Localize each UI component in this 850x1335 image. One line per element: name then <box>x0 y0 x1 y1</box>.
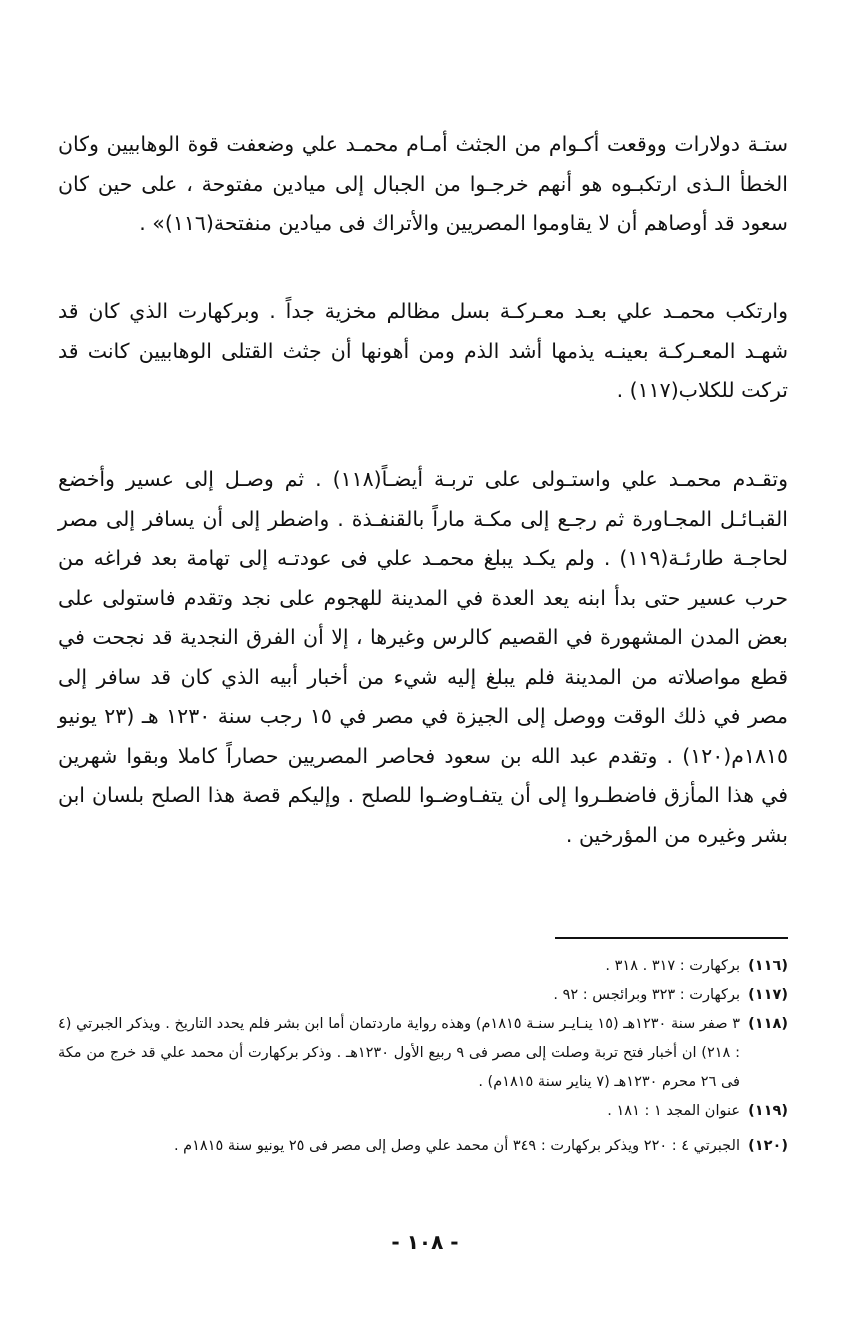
footnote-number: (١١٧) <box>748 987 788 1003</box>
footnote-item <box>58 1132 788 1161</box>
footnote-text: ٣ صفر سنة ١٢٣٠هـ (١٥ ينـايـر سنـة ١٨١٥م) وهذه رواية ماردتمان أما ابن بشر فلم يحدد التاريخ . ويذكر الجبرتي (٤ : ٢١٨) ان أخبار فتح تربة وصلت إلى مصر فى ٩ ربيع الأول ١٢٣٠هـ . وذكر بركهارت أن محمد علي قد خرج من مكة فى ٢٦ محرم ١٢٣٠هـ (٧ يناير سنة ١٨١٥م) . <box>58 1016 740 1090</box>
footnote-text: الجبرتي ٤ : ٢٢٠ ويذكر بركهارت : ٣٤٩ أن محمد علي وصل إلى مصر فى ٢٥ يونيو سنة ١٨١٥م . <box>173 1138 740 1154</box>
footnote-item <box>58 952 788 981</box>
footnote-item <box>58 1097 788 1126</box>
page-number: - ١٠٨ - <box>391 1230 459 1254</box>
body-paragraph: وارتكب محمـد علي بعـد معـركـة بسل مظالم مخزية جداً . وبركهارت الذي كان قد شهـد المعـركـة بعينـه يذمها أشد الذم ومن أهونها أن جثث القتلى الوهابيين كانت قد تركت للكلاب(١١٧) . <box>58 299 788 402</box>
footnote-number: (١١٦) <box>748 958 788 974</box>
footnote-text: بركهارت : ٣١٧ . ٣١٨ . <box>605 958 740 974</box>
footnote-item <box>58 1010 788 1097</box>
footnote-number: (١١٩) <box>748 1103 788 1119</box>
footnote-text: عنوان المجد ١ : ١٨١ . <box>607 1103 740 1119</box>
footnote-item <box>58 981 788 1010</box>
body-paragraph: وتقـدم محمـد علي واستـولى على تربـة أيضـاً(١١٨) . ثم وصـل إلى عسير وأخضع القبـائـل المجـاورة ثم رجـع إلى مكـة ماراً بالقنفـذة . واضطر إلى أن يسافر إلى مصر لحاجـة طارئـة(١١٩) . ولم يكـد يبلغ محمـد علي فى عودتـه إلى تهامة بعد فراغه من حرب عسير حتى بدأ ابنه يعد العدة في المدينة للهجوم على نجد وتقدم فاستولى على بعض المدن المشهورة في القصيم كالرس وغيرها ، إلا أن الفرق النجدية قد نجحت في قطع مواصلاته من المدينة فلم يبلغ إليه شيء من أخبار أبيه الذي كان قد سافر إلى مصر في ذلك الوقت ووصل إلى الجيزة في مصر في ١٥ رجب سنة ١٢٣٠ هـ (٢٣ يونيو ١٨١٥م(١٢٠) . وتقدم عبد الله بن سعود فحاصر المصريين حصاراً كاملا وبقوا شهرين في هذا المأزق فاضطـروا إلى أن يتفـاوضـوا للصلح . وإليكم قصة هذا الصلح بلسان ابن بشر وغيره من المؤرخين . <box>58 467 789 847</box>
footnote-text: بركهارت : ٣٢٣ وبرائجس : ٩٢ . <box>553 987 740 1003</box>
footnote-separator <box>555 937 788 939</box>
body-paragraph: ستـة دولارات ووقعت أكـوام من الجثث أمـام محمـد علي وضعفت قوة الوهابيين وكان الخطأ الـذى ارتكبـوه هو أنهم خرجـوا من الجبال إلى ميادين مفتوحة ، على حين كان سعود قد أوصاهم أن لا يقاوموا المصريين والأتراك فى ميادين منفتحة(١١٦)» . <box>58 132 788 235</box>
footnote-number: (١١٨) <box>748 1016 788 1032</box>
footnotes-list <box>58 952 788 1161</box>
footnote-number: (١٢٠) <box>748 1138 788 1154</box>
